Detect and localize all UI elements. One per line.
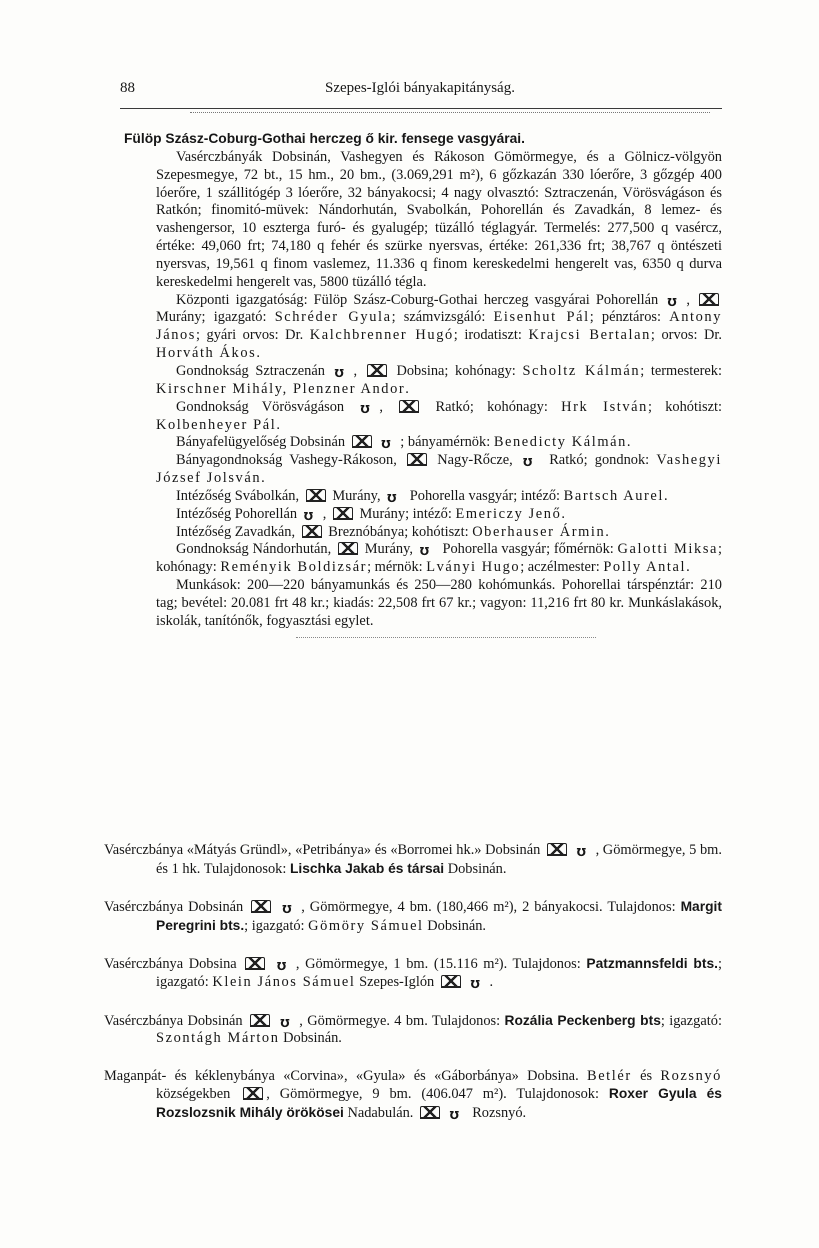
paragraph-vorosvagas: Gondnokság Vörösvágáson ℧ , Ratkó; kohónagy: Hrk István; kohótiszt: Kolbenheyer Pál. [156,398,722,433]
post-horn-icon: ℧ [303,509,314,523]
entry-dobsina-peregrini: Vasérczbánya Dobsinán ℧ , Gömörmegye, 4 bm. (180,466 m²), 2 bányakocsi. Tulajdonos: Margit Peregrini bts.; igazgató: Gömöry Sámuel Dobsinán. [104,899,722,934]
post-horn-icon: ℧ [419,545,430,559]
mine-symbol-icon [243,1087,263,1100]
entry-dobsina-patzmannsfeld: Vasérczbánya Dobsina ℧ , Gömörmegye, 1 bm. (15.116 m²). Tulajdonos: Patzmannsfeldi bts.; igazgató: Klein János Sámuel Szepes-Iglón ℧ . [104,956,722,991]
running-title: Szepes-Iglói bányakapitányság. [325,80,515,96]
main-section [124,130,723,638]
mine-symbol-icon [399,400,419,413]
post-horn-icon: ℧ [360,402,370,416]
mine-symbol-icon [699,293,719,306]
post-horn-icon: ℧ [381,438,391,452]
paragraph-central-directorate: Központi igazgatóság: Fülöp Szász-Coburg-Gothai herczeg vasgyárai Pohorellán ℧ , Murány; igazgató: Schréder Gyula; számvizsgáló: Eisenhut Pál; pénztáros: Antony János; gyári orvos: Dr. Kalchbrenner Hugó; irodatiszt: Krajcsi Bertalan; orvos: Dr. Horváth Ákos. [156,291,722,362]
entry-dobsina-peckenberg: Vasérczbánya Dobsinán ℧ , Gömörmegye. 4 bm. Tulajdonos: Rozália Peckenberg bts; igazgató: Szontágh Márton Dobsinán. [104,1012,722,1047]
section-separator [296,637,596,638]
mine-entries [104,842,722,1143]
mine-symbol-icon [302,525,322,538]
section-title: Fülöp Szász-Coburg-Gothai herczeg ő kir. fensege vasgyárai. [124,131,525,146]
paragraph-mines: Vasérczbányák Dobsinán, Vashegyen és Rákoson Gömörmegye, és a Gölnicz-völgyön Szepesmegye, 72 bt., 15 hm., 20 bm., (3.069,291 m²), 6 gőzkazán 330 lóerőre, 3 gőzgép 400 lóerőre, 1 szállitógép 3 lóerőre, 32 bányakocsi; 4 nagy olvasztó: Sztraczenán, Vörösvágáson és Ratkón; finomitó-müvek: Nándorhután, Svabolkán, Pohorellán és Zavadkán, 8 lemez- és vashengersor, 10 eszterga furó- és gyalugép; tüzálló téglagyár. Termelés: 277,500 q vasércz, értéke: 49,060 frt; 74,180 q fehér és szürke nyersvas, értéke: 261,336 frt; 38,767 q öntészeti nyersvas, 19,561 q finom vaslemez, 11.336 q finom kereskedelmi hengerelt vas, 6350 q durva kereskedelmi hengerelt vas, 5800 tüzálló tégla. [156,148,722,290]
mine-symbol-icon [245,957,265,970]
page-header [120,80,720,102]
entry-matyas-grundl: Vasérczbánya «Mátyás Gründl», «Petribánya» és «Borromei hk.» Dobsinán ℧ , Gömörmegye, 5 bm. és 1 hk. Tulajdonosok: Lischka Jakab és társai Dobsinán. [104,842,722,877]
post-horn-icon: ℧ [282,903,292,917]
mine-symbol-icon [338,542,358,555]
post-horn-icon: ℧ [576,846,586,859]
post-horn-icon: ℧ [470,977,480,991]
paragraph-zavadka: Intézőség Zavadkán, Breznóbánya; kohótiszt: Oberhauser Ármin. [176,523,609,540]
post-horn-icon: ℧ [667,295,677,309]
paragraph-nandorhuta: Gondnokság Nándorhután, Murány, ℧ Pohorella vasgyár; főmérnök: Galotti Miksa; kohónagy: Reményik Boldizsár; mérnök: Lványi Hugo; aczélmester: Polly Antal. [156,541,723,576]
paragraph-svabolka: Intézőség Svábolkán, Murány, ℧ Pohorella vasgyár; intéző: Bartsch Aurel. [176,487,668,505]
post-horn-icon: ℧ [449,1108,459,1122]
paragraph-sztraczena: Gondnokság Sztraczenán ℧ , Dobsina; kohónagy: Scholtz Kálmán; termesterek: Kirschner Mihály, Plenzner Andor. [156,362,722,397]
mine-symbol-icon [352,435,372,448]
mine-symbol-icon [441,975,461,988]
page-number: 88 [120,80,135,96]
mine-symbol-icon [306,489,326,502]
post-horn-icon: ℧ [276,960,287,974]
mine-symbol-icon [250,1014,270,1027]
post-horn-icon: ℧ [334,366,344,380]
mine-symbol-icon [333,507,353,520]
mine-symbol-icon [547,843,567,856]
mine-symbol-icon [251,900,271,913]
mine-symbol-icon [407,453,427,466]
mine-symbol-icon [420,1106,440,1119]
mine-symbol-icon [367,364,387,377]
post-horn-icon: ℧ [387,491,397,505]
post-horn-icon: ℧ [522,456,533,470]
header-rule [120,108,722,109]
post-horn-icon: ℧ [280,1016,290,1030]
header-rule-dotted [190,112,710,113]
paragraph-vashegy: Bányagondnokság Vashegy-Rákoson, Nagy-Rőcze, ℧ Ratkó; gondnok: Vashegyi József Jolsván. [156,452,722,487]
paragraph-workers: Munkások: 200—220 bányamunkás és 250—280 kohómunkás. Pohorellai társpénztár: 210 tag; bevétel: 20.081 frt 48 kr.; kiadás: 22,508 frt 67 kr.; vagyon: 11,216 frt 80 kr. Munkáslakások, iskolák, tanítónők, fogyasztási egylet. [156,577,722,629]
paragraph-pohorella: Intézőség Pohorellán ℧ , Murány; intéző: Emericzy Jenő. [176,505,565,523]
paragraph-banyafelugyeloseg: Bányafelügyelőség Dobsinán ℧ ; bányamérnök: Benedicty Kálmán. [176,434,631,452]
entry-corvina: Maganpát- és kéklenybánya «Corvina», «Gyula» és «Gáborbánya» Dobsina. Betlér és Rozsnyó községekben , Gömörmegye, 9 bm. (406.047 m²). Tulajdonosok: Roxer Gyula és Rozslozsnik Mihály örökösei Nadabulán. ℧ Rozsnyó. [104,1067,722,1122]
